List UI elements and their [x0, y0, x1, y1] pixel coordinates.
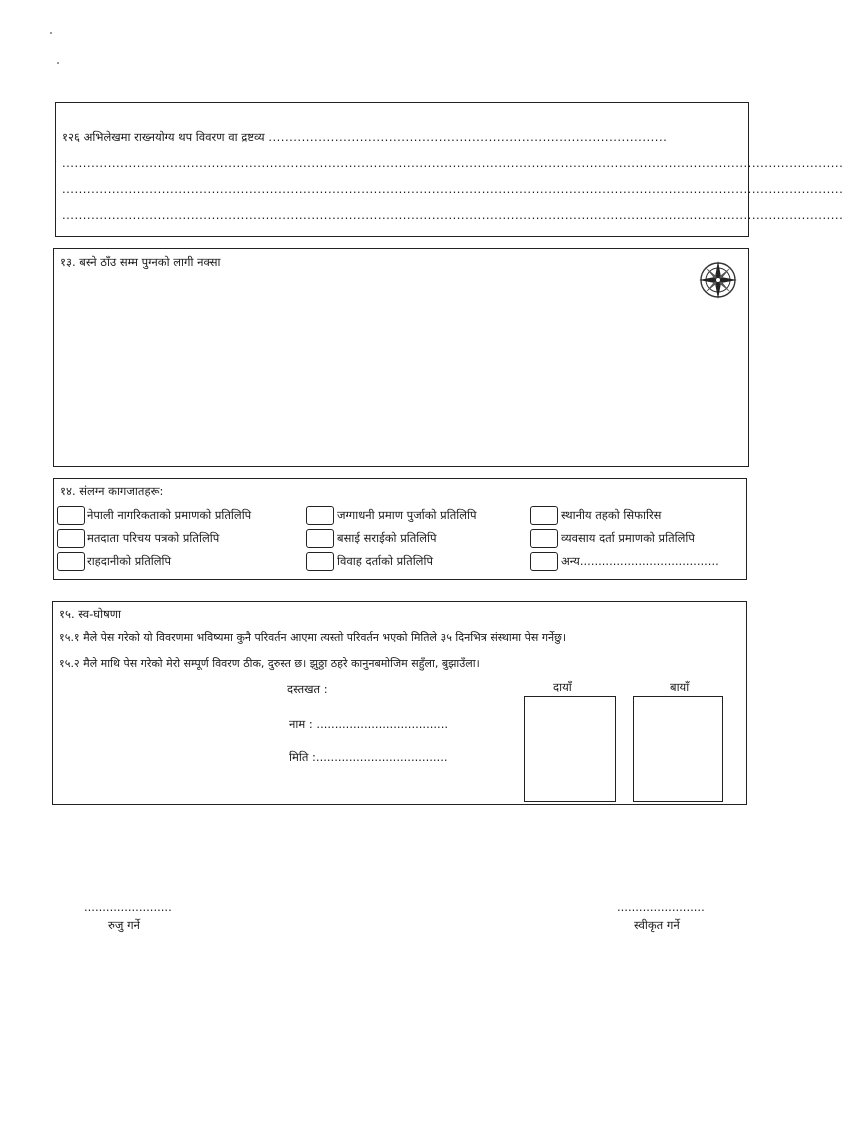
remarks-dots: ................................................................................................ [268, 130, 668, 144]
checkbox-label-citizenship: नेपाली नागरिकताको प्रमाणको प्रतिलिपि [87, 508, 252, 522]
declaration-section [52, 601, 747, 805]
checkbox-label-migration: बसाई सराईको प्रतिलिपि [337, 531, 437, 545]
checkbox-voter-id[interactable] [57, 529, 85, 548]
checkbox-label-voter-id: मतदाता परिचय पत्रको प्रतिलिपि [87, 531, 220, 545]
declaration-line-2: १५.२ मैले माथि पेस गरेको मेरो सम्पूर्ण विवरण ठीक, दुरुस्त छ। झुठ्ठा ठहरे कानुनबमोजिम सहुँला, बुझाउँला। [59, 657, 480, 670]
checkbox-citizenship[interactable] [57, 506, 85, 525]
checkbox-local-recommendation[interactable] [530, 506, 558, 525]
checkbox-label-other: अन्य...................................... [561, 554, 719, 568]
map-title: १३. बस्ने ठाँउ सम्म पुग्नको लागी नक्सा [60, 255, 221, 269]
checkbox-label-land-ownership: जग्गाधनी प्रमाण पुर्जाको प्रतिलिपि [337, 508, 477, 522]
checkbox-business-registration[interactable] [530, 529, 558, 548]
scan-speck [50, 32, 52, 34]
signature-label: दस्तखत : [287, 682, 328, 696]
left-thumb-label: बायाँ [670, 680, 690, 694]
checkbox-marriage-registration[interactable] [306, 552, 334, 571]
declaration-line-1: १५.१ मैले पेस गरेको यो विवरणमा भविष्यमा कुनै परिवर्तन आएमा त्यस्तो परिवर्तन भएको मितिले ३५ दिनभित्र संस्थामा पेस गर्नेछु। [59, 631, 567, 644]
remarks-section [55, 102, 843, 237]
checkbox-migration[interactable] [306, 529, 334, 548]
attachments-title: १४. संलग्न कागजातहरू: [60, 484, 164, 498]
attachments-section [53, 478, 747, 580]
remarks-row-1 [62, 130, 744, 145]
checkbox-label-local-recommendation: स्थानीय तहको सिफारिस [561, 508, 662, 522]
compass-rose-icon [697, 259, 739, 301]
checkbox-land-ownership[interactable] [306, 506, 334, 525]
right-thumb-label: दायाँ [553, 680, 572, 694]
date-field[interactable]: मिति :.................................... [289, 750, 448, 764]
checkbox-label-marriage-registration: विवाह दर्ताको प्रतिलिपि [337, 554, 433, 568]
approver-label: स्वीकृत गर्ने [634, 918, 680, 932]
right-thumbprint-box[interactable] [524, 696, 616, 802]
remarks-label: १२६ अभिलेखमा राख्नयोग्य थप विवरण वा द्रष्टव्य [62, 130, 265, 144]
declaration-title: १५. स्व-घोषणा [59, 607, 122, 621]
remarks-row-3: ............................................................................................................................................................................................ [62, 182, 843, 196]
checkbox-other[interactable] [530, 552, 558, 571]
name-field[interactable]: नाम : .................................... [289, 717, 449, 731]
scan-speck [57, 62, 59, 64]
checkbox-label-business-registration: व्यवसाय दर्ता प्रमाणको प्रतिलिपि [561, 531, 695, 545]
map-section [53, 248, 749, 467]
checkbox-label-passport: राहदानीको प्रतिलिपि [87, 554, 172, 568]
verifier-dots: ........................ [84, 900, 172, 914]
remarks-row-4: ............................................................................................................................................................................................ [62, 208, 843, 222]
approver-dots: ........................ [617, 900, 705, 914]
remarks-row-2: ............................................................................................................................................................................................ [62, 156, 843, 170]
checkbox-passport[interactable] [57, 552, 85, 571]
left-thumbprint-box[interactable] [633, 696, 723, 802]
verifier-label: रुजु गर्ने [108, 918, 140, 932]
